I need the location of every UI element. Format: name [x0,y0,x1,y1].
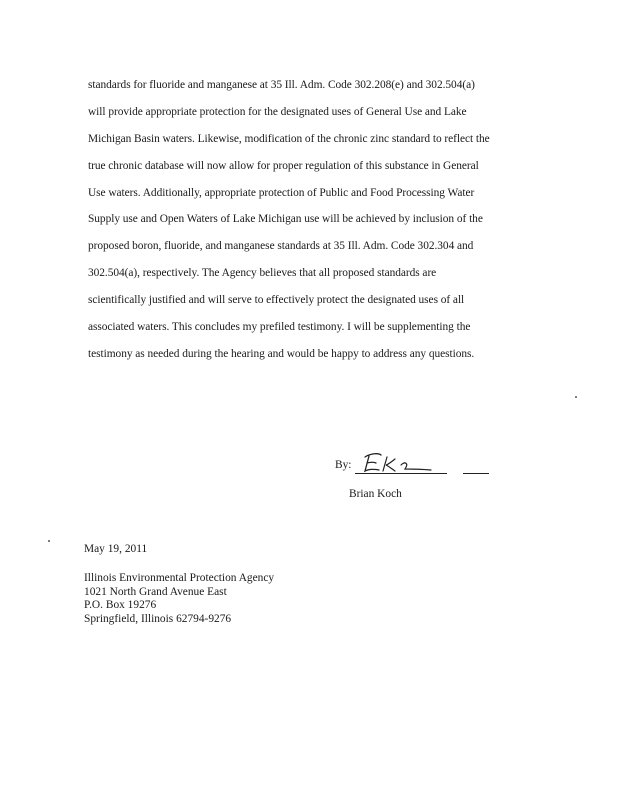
body-line-1: standards for fluoride and manganese at 35 Ill. Adm. Code 302.208(e) and 302.504(a) [88,79,475,91]
signature-line-extension [463,473,489,474]
signer-name: Brian Koch [349,488,402,500]
body-line-2: will provide appropriate protection for the designated uses of General Use and Lake [88,105,467,118]
body-line-6: Supply use and Open Waters of Lake Michigan use will be achieved by inclusion of the [88,213,483,226]
body-line-4: true chronic database will now allow for proper regulation of this substance in General [88,159,479,172]
body-line-3: Michigan Basin waters. Likewise, modification of the chronic zinc standard to reflect the [88,132,490,145]
body-line-7: proposed boron, fluoride, and manganese standards at 35 Ill. Adm. Code 302.304 and [88,240,474,253]
signature-block [335,455,505,510]
address-line-2: 1021 North Grand Avenue East [84,585,227,598]
testimony-body [88,72,528,368]
by-label: By: [335,459,352,471]
body-line-11: testimony as needed during the hearing and would be happy to address any questions. [88,347,475,360]
address-line-4: Springfield, Illinois 62794-9276 [84,612,232,625]
scan-speck [575,396,577,398]
body-line-8: 302.504(a), respectively. The Agency believes that all proposed standards are [88,267,437,280]
signature-line [355,473,447,474]
address-line-1: Illinois Environmental Protection Agency [84,572,275,584]
document-date: May 19, 2011 [84,543,148,555]
address-line-3: P.O. Box 19276 [84,599,157,611]
body-line-10: associated waters. This concludes my prefiled testimony. I will be supplementing the [88,321,471,334]
body-line-5: Use waters. Additionally, appropriate protection of Public and Food Processing Water [88,186,475,199]
body-line-9: scientifically justified and will serve to effectively protect the designated uses of all [88,294,465,307]
scan-speck [48,540,50,542]
agency-address [84,572,274,626]
